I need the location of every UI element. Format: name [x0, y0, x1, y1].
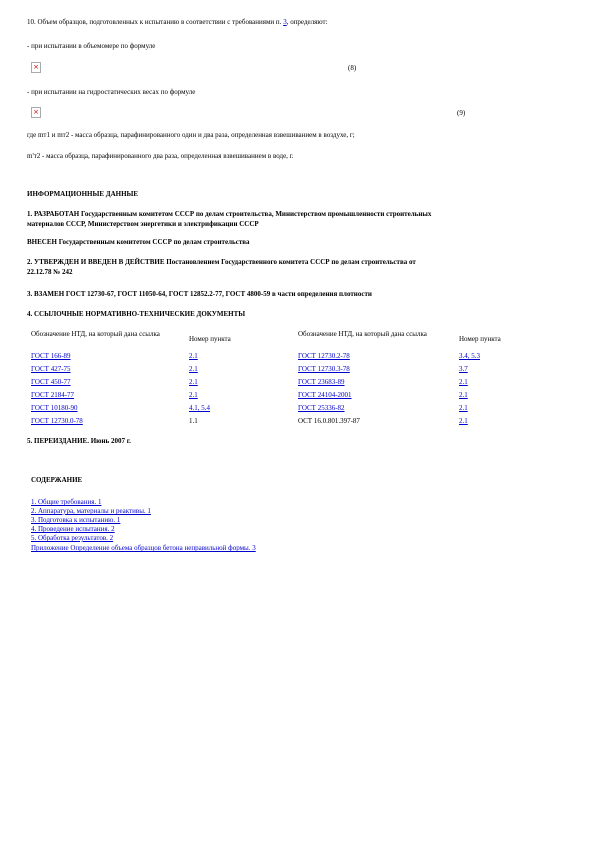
clause-link[interactable]: 2.1 [189, 365, 198, 373]
ref-link[interactable]: ГОСТ 23683-89 [298, 378, 345, 386]
equation-number-9: (9) [457, 109, 466, 117]
toc-item[interactable]: 5. Обработка результатов. 2 [31, 534, 114, 542]
clause-link[interactable]: 2.1 [189, 352, 198, 360]
toc-heading: СОДЕРЖАНИЕ [31, 476, 83, 484]
info-s1-line2: материалов СССР, Министерством энергетики и электрификации СССР [27, 220, 259, 228]
hydrostatic-formula-label: - при испытании на гидростатических весах по формуле [27, 88, 196, 96]
table-header-clause-left: Номер пункта [189, 335, 231, 343]
info-s5: 5. ПЕРЕИЗДАНИЕ. Июнь 2007 г. [27, 437, 131, 445]
info-s4: 4. ССЫЛОЧНЫЕ НОРМАТИВНО-ТЕХНИЧЕСКИЕ ДОКУМЕНТЫ [27, 310, 246, 318]
mt2-definition: m'т2 - масса образца, парафинированного два раза, определенная взвешиванием в воде, г. [27, 152, 294, 160]
broken-image-icon: × [31, 62, 41, 73]
toc-item[interactable]: 2. Аппаратура, материалы и реактивы. 1 [31, 507, 151, 515]
where-definition: где mт1 и mт2 - масса образца, парафинированного один и два раза, определенная взвешиванием в воздухе, г; [27, 131, 355, 139]
ref-text: ОСТ 16.0.801.397-87 [298, 417, 360, 425]
info-s2-line2: 22.12.78 № 242 [27, 268, 73, 276]
toc-item[interactable]: 1. Общие требования. 1 [31, 498, 102, 506]
clause-link[interactable]: 3.4, 5.3 [459, 352, 480, 360]
clause-link[interactable]: 2.1 [459, 378, 468, 386]
ref-link[interactable]: ГОСТ 24104-2001 [298, 391, 352, 399]
clause-link[interactable]: 2.1 [189, 378, 198, 386]
ref-link[interactable]: ГОСТ 427-75 [31, 365, 71, 373]
clause-link[interactable]: 2.1 [459, 391, 468, 399]
paragraph-10 [27, 18, 327, 27]
table-header-doc-right: Обозначение НТД, на который дана ссылка [298, 330, 427, 338]
equation-number-8: (8) [348, 64, 357, 72]
toc-item[interactable]: 3. Подготовка к испытанию. 1 [31, 516, 121, 524]
toc-item[interactable]: Приложение Определение объема образцов бетона неправильной формы. 3 [31, 544, 256, 552]
ref-link[interactable]: ГОСТ 2184-77 [31, 391, 75, 399]
clause-link[interactable]: 2.1 [459, 417, 468, 425]
volumeter-formula-label: - при испытании в объемомере по формуле [27, 42, 156, 50]
paragraph-10-text: 10. Объем образцов, подготовленных к испытанию в соответствии с требованиями п. [27, 18, 284, 26]
ref-link[interactable]: ГОСТ 166-89 [31, 352, 71, 360]
broken-image-icon: × [31, 107, 41, 118]
ref-link[interactable]: ГОСТ 12730.3-78 [298, 365, 350, 373]
paragraph-10-text-end: , определяют: [286, 18, 328, 26]
clause-text: 1.1 [189, 417, 198, 425]
info-s1-line1: 1. РАЗРАБОТАН Государственным комитетом СССР по делам строительства, Министерством промышленности строительных [27, 210, 432, 218]
clause-link[interactable]: 2.1 [459, 404, 468, 412]
ref-link[interactable]: ГОСТ 12730.2-78 [298, 352, 350, 360]
info-s1b: ВНЕСЕН Государственным комитетом СССР по делам строительства [27, 238, 250, 246]
ref-link[interactable]: ГОСТ 25336-82 [298, 404, 345, 412]
clause-link[interactable]: 2.1 [189, 391, 198, 399]
info-s2-line1: 2. УТВЕРЖДЕН И ВВЕДЕН В ДЕЙСТВИЕ Постановлением Государственного комитета СССР по делам строительства от [27, 258, 416, 266]
ref-link[interactable]: ГОСТ 450-77 [31, 378, 71, 386]
table-header-clause-right: Номер пункта [459, 335, 501, 343]
clause-3-link[interactable]: 3 [283, 18, 287, 26]
clause-link[interactable]: 3.7 [459, 365, 468, 373]
info-heading: ИНФОРМАЦИОННЫЕ ДАННЫЕ [27, 190, 139, 198]
table-header-doc-left: Обозначение НТД, на который дана ссылка [31, 330, 160, 338]
ref-link[interactable]: ГОСТ 10180-90 [31, 404, 78, 412]
toc-item[interactable]: 4. Проведение испытания. 2 [31, 525, 115, 533]
info-s3: 3. ВЗАМЕН ГОСТ 12730-67, ГОСТ 11050-64, ГОСТ 12852.2-77, ГОСТ 4800-59 в части определения плотности [27, 290, 372, 298]
clause-link[interactable]: 4.1, 5.4 [189, 404, 210, 412]
ref-link[interactable]: ГОСТ 12730.0-78 [31, 417, 83, 425]
